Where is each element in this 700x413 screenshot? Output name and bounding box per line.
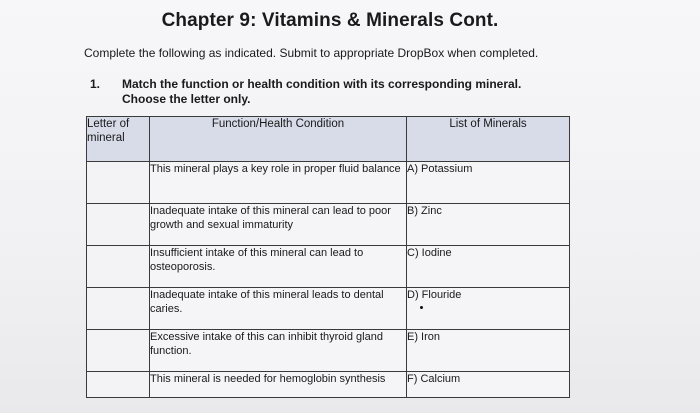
ink-dot [420,306,423,309]
table-row [87,372,570,398]
table-row [87,246,570,288]
page-title: Chapter 9: Vitamins & Minerals Cont. [161,10,499,31]
mineral-cell [407,288,570,330]
mineral-cell: A) Potassium [407,162,570,204]
table-row [87,162,570,204]
table-header-row [87,117,570,162]
function-cell: Insufficient intake of this mineral can lead to osteoporosis. [150,246,407,288]
question-text: Match the function or health condition with its corresponding mineral. Choose the letter only. [122,77,522,106]
mineral-cell: B) Zinc [407,204,570,246]
letter-answer-cell[interactable] [87,288,150,330]
instructions-text: Complete the following as indicated. Submit to appropriate DropBox when completed. [84,46,539,60]
header-function-condition: Function/Health Condition [150,117,407,162]
letter-answer-cell[interactable] [87,246,150,288]
letter-answer-cell[interactable] [87,204,150,246]
table-row [87,330,570,372]
function-cell: Excessive intake of this can inhibit thyroid gland function. [150,330,407,372]
header-list-of-minerals: List of Minerals [407,117,570,162]
letter-answer-cell[interactable] [87,162,150,204]
mineral-cell: F) Calcium [407,372,570,398]
question-number: 1. [90,77,101,91]
header-letter-of-mineral: Letter of mineral [87,117,150,162]
mineral-cell: E) Iron [407,330,570,372]
function-cell: This mineral plays a key role in proper fluid balance [150,162,407,204]
function-cell: This mineral is needed for hemoglobin synthesis [150,372,407,398]
mineral-cell: C) Iodine [407,246,570,288]
function-cell: Inadequate intake of this mineral can lead to poor growth and sexual immaturity [150,204,407,246]
matching-table [86,116,570,398]
table-row [87,204,570,246]
letter-answer-cell[interactable] [87,372,150,398]
letter-answer-cell[interactable] [87,330,150,372]
function-cell: Inadequate intake of this mineral leads to dental caries. [150,288,407,330]
table-row [87,288,570,330]
mineral-label: D) Flouride [407,289,462,301]
